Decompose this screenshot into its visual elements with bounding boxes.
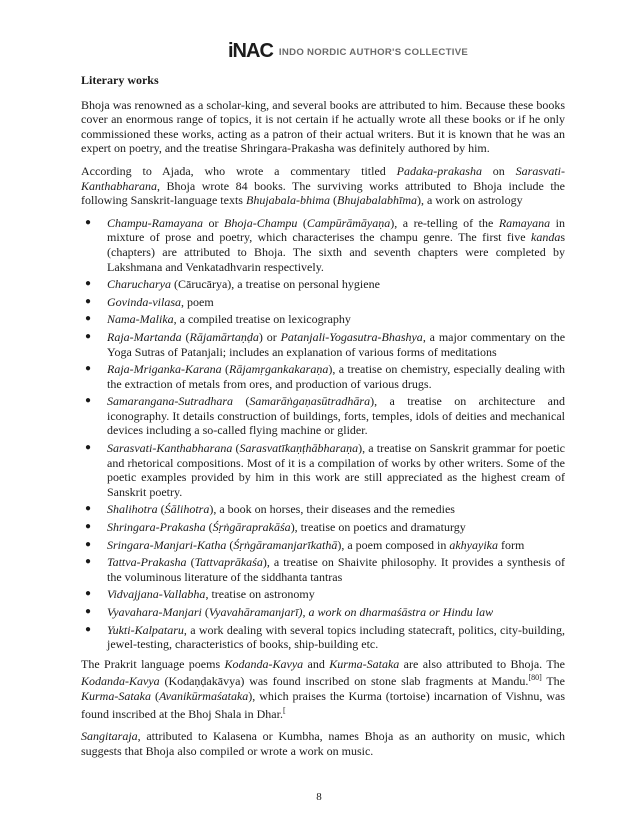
text-run: Raja-Martanda xyxy=(107,329,182,344)
text-run: Ramayana xyxy=(498,215,551,230)
sangitaraja-paragraph xyxy=(81,729,565,758)
text-run: Vyavahāramanjarī), a work on dharmaśāstra or Hindu law xyxy=(208,605,494,619)
text-run: , treatise on astronomy xyxy=(205,587,315,602)
bullet-icon: ● xyxy=(85,442,92,454)
text-run: Charucharya xyxy=(107,277,171,292)
works-list xyxy=(81,216,565,652)
text-run: on xyxy=(481,163,516,178)
bullet-icon: ● xyxy=(85,538,92,550)
text-run: Kodanda-Kavya xyxy=(224,656,304,671)
citation-marker: [80] xyxy=(528,673,542,683)
text-run: s (chapters) are attributed to Bhoja. The sixth and seventh chapters were completed by Lakshmana and Venkatadhvarin respectively. xyxy=(107,230,565,274)
text-run: The xyxy=(541,674,565,689)
text-run: Padaka-prakasha xyxy=(396,163,482,178)
text-run: ( xyxy=(205,520,213,535)
text-run: ), a treatise on architecture and iconography. It details construction of buildings, forts, temples, idols of deities and mechanical devices including a so-called flying machine or glider. xyxy=(107,394,566,438)
text-run: , attributed to Kalasena or Kumbha, names Bhoja as an authority on music, which suggests that Bhoja also compiled or wrote a work on music. xyxy=(81,729,565,758)
bullet-icon: ● xyxy=(85,503,92,515)
bullet-icon: ● xyxy=(85,606,92,617)
text-run: Sringara-Manjari-Katha xyxy=(107,537,227,552)
text-run: Tattvaprākaśa xyxy=(194,555,263,570)
text-run: ( xyxy=(232,441,240,456)
bullet-icon: ● xyxy=(85,521,92,533)
bullet-icon: ● xyxy=(85,313,92,325)
text-run: , a major commentary on the Yoga Sutras of Patanjali; includes an explanation of various forms of meditations xyxy=(107,329,566,359)
citation-marker: [ xyxy=(282,705,286,715)
text-run: ), a work on astrology xyxy=(416,193,523,208)
text-run: ( xyxy=(221,362,230,377)
text-run: Vidvajjana-Vallabha xyxy=(107,587,206,602)
text-run: Tattva-Prakasha xyxy=(107,555,187,570)
text-run: ), which praises the Kurma (tortoise) incarnation of Vishnu, was found inscribed at the Bhoj Shala in Dhar. xyxy=(81,688,565,721)
text-run: ), a re-telling of the xyxy=(390,215,499,230)
page-number: 8 xyxy=(316,791,322,803)
text-run: Bhujabala-bhima xyxy=(245,193,330,208)
text-run: ), a treatise on Sanskrit grammar for poetic and rhetorical compositions. Most of it is a compilation of works by other writers. Some of the poetic examples provided by him in this work are still appreciated as the highest cream of Sanskrit poetry. xyxy=(107,441,565,499)
section-heading: Literary works xyxy=(81,73,159,87)
list-item xyxy=(81,394,565,438)
list-item xyxy=(81,605,565,620)
bullet-icon: ● xyxy=(85,216,92,228)
list-item xyxy=(81,555,565,584)
text-run: ( xyxy=(157,502,165,517)
text-run: ), a treatise on chemistry, especially dealing with the extraction of metals from ores, and production of various drugs. xyxy=(107,362,565,391)
text-run: ( xyxy=(151,688,159,703)
text-run: Avanikūrmaśataka xyxy=(158,688,249,703)
text-run: ( xyxy=(329,193,337,208)
text-run: (Cārucārya), a treatise on personal hygiene xyxy=(171,277,380,292)
text-run: form xyxy=(497,537,525,552)
text-run: , a compiled treatise on lexicography xyxy=(173,312,351,327)
text-run: (Kodaṇḍakāvya) was found inscribed on stone slab fragments at Mandu. xyxy=(159,674,529,689)
text-run: kanda xyxy=(531,230,561,245)
list-item xyxy=(81,520,565,535)
prakrit-paragraph xyxy=(81,657,565,721)
text-run: Champu-Ramayana xyxy=(107,215,203,230)
text-run: Śālihotra xyxy=(164,502,210,517)
text-run: Shalihotra xyxy=(107,502,158,517)
list-item xyxy=(81,587,565,602)
text-run: ( xyxy=(181,329,190,344)
list-item xyxy=(81,441,565,499)
list-item xyxy=(81,277,565,292)
text-run: Rājamārtaṇḍa xyxy=(189,329,259,344)
text-run: ( xyxy=(186,555,195,570)
text-run: and xyxy=(303,656,330,671)
text-run: ), a treatise on Shaivite philosophy. It provides a synthesis of the voluminous literature of the siddhanta tantras xyxy=(107,555,565,584)
bullet-icon: ● xyxy=(85,363,92,375)
bullet-icon: ● xyxy=(85,556,92,568)
text-run: The Prakrit language poems xyxy=(81,656,225,671)
text-run: are also attributed to Bhoja. The xyxy=(399,656,566,671)
text-run: Sarasvati-Kanthabharana xyxy=(107,441,233,456)
text-run: ), a book on horses, their diseases and the remedies xyxy=(209,502,455,517)
text-run: Kurma-Sataka xyxy=(81,688,151,703)
bullet-icon: ● xyxy=(85,330,92,342)
text-run: Yukti-Kalpataru xyxy=(107,622,184,637)
text-run: Rājamṛgankakaraṇa xyxy=(229,362,329,377)
text-run: ( xyxy=(201,605,209,619)
intro-paragraph: Bhoja was renowned as a scholar-king, and several books are attributed to him. Because these books cover an enormous range of topics, it is not certain if he actually wrote all these books or if he only commissioned these works, acting as a patron of their actual writers. But it is known that he was an expert on poetry, and the treatise Shringara-Prakasha was definitely authored by him. xyxy=(81,97,565,156)
text-run: Sarasvati-Kanthabharana xyxy=(81,163,565,193)
text-run: in mixture of prose and poetry, which characterises the champu genre. The first five xyxy=(107,215,565,245)
bullet-icon: ● xyxy=(85,395,92,407)
text-run: Sarasvatīkaṇṭhābharaṇa xyxy=(239,441,359,456)
text-run: , poem xyxy=(181,294,214,309)
list-item xyxy=(81,538,565,553)
list-item xyxy=(81,295,565,310)
text-run: Bhoja-Champu xyxy=(224,215,298,230)
text-run: or xyxy=(203,215,225,230)
text-run: Bhujabalabhīma xyxy=(336,193,417,208)
list-item xyxy=(81,623,565,652)
text-run: Govinda-vilasa xyxy=(107,294,181,309)
bullet-icon: ● xyxy=(85,623,92,635)
text-run: Raja-Mriganka-Karana xyxy=(107,362,222,377)
ajada-paragraph xyxy=(81,164,565,208)
list-item xyxy=(81,502,565,517)
text-run: Sangitaraja xyxy=(81,729,138,744)
text-run: ( xyxy=(297,215,307,230)
text-run: Nama-Malika xyxy=(107,312,174,327)
list-item xyxy=(81,330,565,359)
text-run: , a work dealing with several topics including statecraft, politics, city-building, jewel-testing, characteristics of books, ship-building etc. xyxy=(107,622,565,652)
text-run: Śṛṅgāraprakāśa xyxy=(212,520,291,535)
text-run: Shringara-Prakasha xyxy=(107,520,206,535)
text-run: ) or xyxy=(258,329,281,344)
org-name: INDO NORDIC AUTHOR'S COLLECTIVE xyxy=(278,47,469,58)
text-run: Samarāṅgaṇasūtradhāra xyxy=(249,394,371,409)
text-run: Śṛṅgāramanjarīkathā xyxy=(233,537,338,552)
text-run: , Bhoja wrote 84 books. The surviving works attributed to Bhoja include the following Sanskrit-language texts xyxy=(81,178,565,208)
text-run: Campūrāmāyaṇa xyxy=(306,215,391,230)
text-run: Vyavahara-Manjari xyxy=(107,605,202,619)
text-run: Kodanda-Kavya xyxy=(81,674,160,689)
text-run: According to Ajada, who wrote a commentary titled xyxy=(81,163,397,178)
text-run: akhyayika xyxy=(449,537,498,552)
page-header xyxy=(228,39,468,63)
bullet-icon: ● xyxy=(85,278,92,290)
text-run: Kurma-Sataka xyxy=(329,656,400,671)
text-run: ), a poem composed in xyxy=(337,537,450,552)
document-body xyxy=(81,73,565,766)
text-run: ( xyxy=(233,394,250,409)
bullet-icon: ● xyxy=(85,295,92,307)
bullet-icon: ● xyxy=(85,588,92,600)
list-item xyxy=(81,216,565,274)
text-run: Patanjali-Yogasutra-Bhashya xyxy=(280,329,423,344)
text-run: ( xyxy=(226,537,234,552)
list-item xyxy=(81,362,565,391)
text-run: ), treatise on poetics and dramaturgy xyxy=(290,520,466,535)
list-item xyxy=(81,312,565,327)
text-run: Samarangana-Sutradhara xyxy=(107,394,234,409)
inac-logo: iNAC xyxy=(228,40,273,62)
